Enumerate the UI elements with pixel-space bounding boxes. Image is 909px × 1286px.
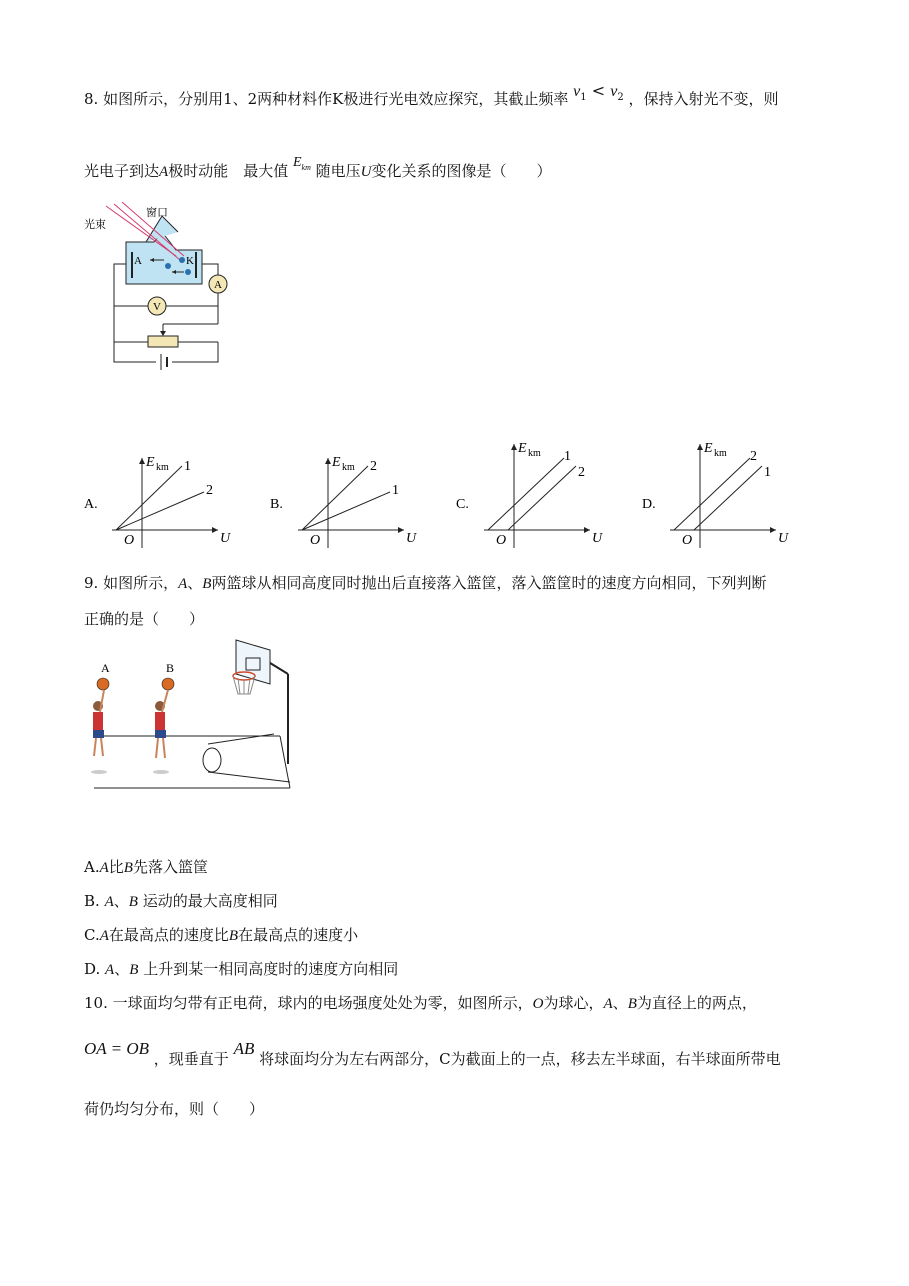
q8-text-1a: 如图所示，分别用1、2两种材料作K极进行光电效应探究，其截止频率 [103, 90, 569, 108]
q9-option-b: B. A、B 运动的最大高度相同 [84, 892, 278, 910]
plate-a-label: A [134, 255, 142, 267]
q9-option-d: D. A、B 上升到某一相同高度时的速度方向相同 [84, 960, 399, 978]
window-label: 窗口 [146, 207, 168, 219]
y-axis-arrow [697, 444, 703, 450]
q10-ab-math: AB [233, 1039, 255, 1058]
y-axis-label: E [146, 455, 155, 470]
q10-line3: 荷仍均匀分布，则（ ） [84, 1100, 265, 1118]
q8-ekm-math: $E_{km}$ [292, 155, 311, 172]
q9-line1 [84, 572, 766, 595]
series-label-bottom: 1 [764, 465, 771, 480]
x-axis-arrow [770, 527, 776, 533]
series-line-top [302, 466, 368, 530]
series-label-top: 1 [564, 449, 571, 464]
q8-text-2a: 光电子到达 [84, 162, 160, 180]
plate-k-label: K [186, 255, 194, 267]
series-label-top: 1 [184, 459, 191, 474]
beam-label: 光束 [84, 219, 106, 231]
series-line-bottom [116, 492, 204, 530]
origin-label: O [124, 533, 135, 548]
fig-label-a: A [101, 661, 110, 675]
y-axis-label: E [704, 441, 713, 456]
y-axis-sub: km [714, 448, 727, 459]
q9-option-c: C.A在最高点的速度比B在最高点的速度小 [84, 926, 359, 944]
x-axis-label: U [406, 531, 417, 546]
q9-option-a: A.A比B先落入篮筐 [84, 858, 208, 876]
x-axis-arrow [212, 527, 218, 533]
series-line-top [488, 458, 564, 530]
origin-label: O [682, 533, 693, 548]
y-axis-label: E [518, 441, 527, 456]
player-a [91, 678, 109, 774]
basketball-figure [84, 634, 298, 794]
q8-text-2c: 随电压 [315, 162, 361, 180]
q8-option-graphs [84, 440, 904, 560]
player-b [153, 678, 174, 774]
x-axis-label: U [778, 531, 789, 546]
q8-text-2d: 变化关系的图像是（ ） [371, 162, 552, 180]
series-label-top: 2 [370, 459, 377, 474]
q8-var-U: U [360, 164, 372, 180]
q9-text-1: 9. 如图所示， [84, 574, 179, 592]
q8-text-2b: 极时动能 最大值 [168, 162, 289, 180]
series-line-top [116, 466, 182, 530]
q8-number: 8. [84, 90, 99, 108]
option-label: C. [456, 497, 469, 512]
q9-line2: 正确的是（ ） [84, 610, 205, 628]
origin-label: O [496, 533, 507, 548]
series-line-bottom [694, 466, 762, 530]
y-axis-sub: km [156, 462, 169, 473]
series-label-top: 2 [750, 449, 757, 464]
y-axis-sub: km [342, 462, 355, 473]
fig-label-b: B [166, 661, 175, 675]
q8-freq-math: $\nu_1 < \nu_2$ [573, 81, 624, 104]
q8-line1 [84, 81, 779, 117]
photoelectric-circuit-figure [84, 202, 244, 372]
q10-line2: OA = OB ，现垂直于 AB 将球面均分为左右两部分，C为截面上的一点，移去左半球面，右半球面所带电 [84, 1039, 781, 1068]
series-line-bottom [508, 466, 576, 530]
x-axis-arrow [584, 527, 590, 533]
series-label-bottom: 2 [206, 483, 213, 498]
series-label-bottom: 1 [392, 483, 399, 498]
origin-label: O [310, 533, 321, 548]
y-axis-arrow [325, 458, 331, 464]
y-axis-sub: km [528, 448, 541, 459]
q9-var-B: B [202, 576, 212, 592]
x-axis-label: U [220, 531, 231, 546]
x-axis-arrow [398, 527, 404, 533]
q9-text-1b: 两篮球从相同高度同时抛出后直接落入篮筐，落入篮筐时的速度方向相同，下列判断 [211, 574, 767, 592]
ammeter-label: A [214, 279, 222, 291]
option-label: A. [84, 497, 98, 512]
q9-sep: 、 [187, 574, 203, 592]
option-label: B. [270, 497, 283, 512]
x-axis-label: U [592, 531, 603, 546]
series-label-bottom: 2 [578, 465, 585, 480]
q10-eq-math: OA = OB [84, 1039, 149, 1058]
series-line-top [674, 458, 750, 530]
series-line-bottom [302, 492, 390, 530]
voltmeter-label: V [153, 301, 161, 313]
q9-var-A: A [178, 576, 188, 592]
q8-line2 [84, 155, 552, 189]
q10-line1: 10. 一球面均匀带有正电荷，球内的电场强度处处为零，如图所示，O为球心，A、B为直径上的两点， [84, 994, 757, 1012]
y-axis-label: E [332, 455, 341, 470]
y-axis-arrow [139, 458, 145, 464]
option-label: D. [642, 497, 656, 512]
q8-var-A: A [159, 164, 169, 180]
q8-text-1b: ，保持入射光不变，则 [628, 90, 779, 108]
y-axis-arrow [511, 444, 517, 450]
